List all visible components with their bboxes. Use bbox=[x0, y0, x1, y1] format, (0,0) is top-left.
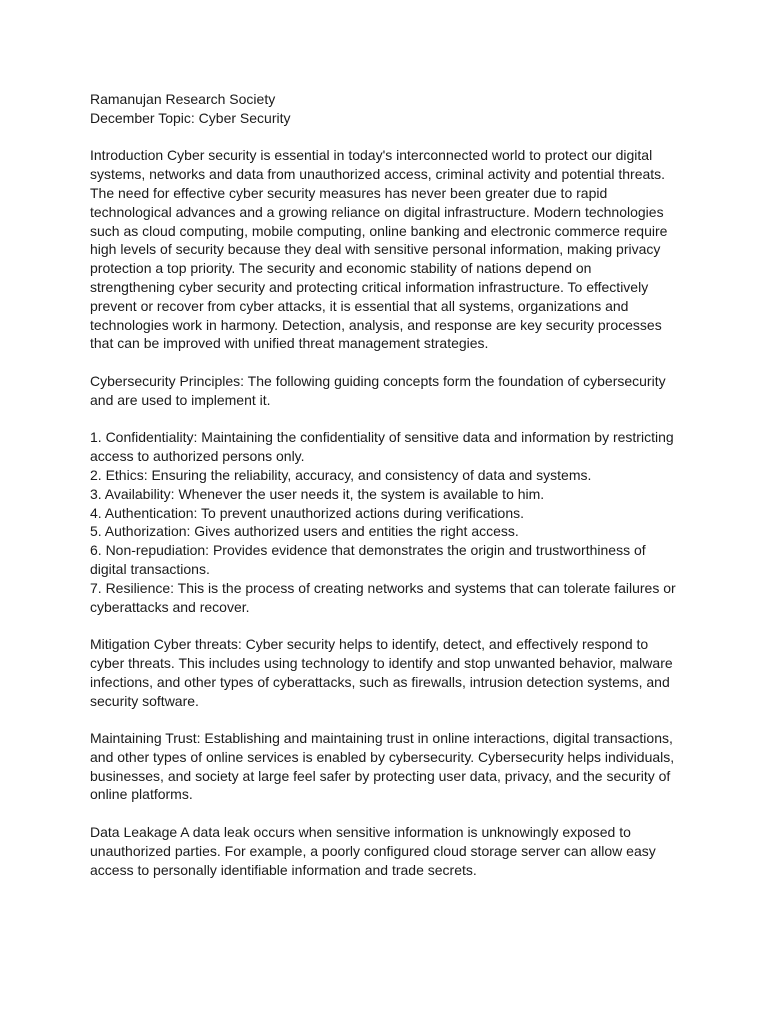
spacer bbox=[90, 410, 680, 429]
document-topic: December Topic: Cyber Security bbox=[90, 109, 291, 126]
principle-item: 3. Availability: Whenever the user needs it, the system is available to him. bbox=[90, 485, 545, 502]
data-leakage-paragraph: Data Leakage A data leak occurs when sensitive information is unknowingly exposed to unauthorized parties. For example, a poorly configured cloud storage server can allow easy access to personally identifiable information and trade secrets. bbox=[90, 824, 656, 878]
principle-item: 5. Authorization: Gives authorized users and entities the right access. bbox=[90, 523, 519, 540]
spacer bbox=[90, 804, 680, 823]
principle-item: 1. Confidentiality: Maintaining the confidentiality of sensitive data and information by restricting access to authorized persons only. bbox=[90, 429, 674, 465]
introduction-paragraph: Introduction Cyber security is essential in today's interconnected world to protect our digital systems, networks and data from unauthorized access, criminal activity and potential threats. The need for effective cyber security measures has never been greater due to rapid technological advances and a growing reliance on digital infrastructure. Modern technologies such as cloud computing, mobile computing, online banking and electronic commerce require high levels of security because they deal with sensitive personal information, making privacy protection a top priority. The security and economic stability of nations depend on strengthening cyber security and protecting critical information infrastructure. To effectively prevent or recover from cyber attacks, it is essential that all systems, organizations and technologies work in harmony. Detection, analysis, and response are key security processes that can be improved with unified threat management strategies. bbox=[90, 147, 668, 352]
document-page bbox=[90, 90, 680, 879]
society-name: Ramanujan Research Society bbox=[90, 91, 276, 107]
trust-paragraph: Maintaining Trust: Establishing and maintaining trust in online interactions, digital transactions, and other types of online services is enabled by cybersecurity. Cybersecurity helps individuals, businesses, and society at large feel safer by protecting user data, privacy, and the security of online platforms. bbox=[90, 730, 675, 803]
principles-list bbox=[90, 428, 680, 616]
principle-item: 6. Non-repudiation: Provides evidence that demonstrates the origin and trustworthiness of digital transactions. bbox=[90, 542, 646, 577]
principle-item: 4. Authentication: To prevent unauthorized actions during verifications. bbox=[90, 504, 525, 521]
spacer bbox=[90, 616, 680, 635]
principle-item: 7. Resilience: This is the process of creating networks and systems that can tolerate failures or cyberattacks and recover. bbox=[90, 579, 676, 615]
principle-item: 2. Ethics: Ensuring the reliability, accuracy, and consistency of data and systems. bbox=[90, 466, 592, 483]
mitigation-paragraph: Mitigation Cyber threats: Cyber security helps to identify, detect, and effectively respond to cyber threats. This includes using technology to identify and stop unwanted behavior, malware infections, and other types of cyberattacks, such as firewalls, intrusion detection systems, and security software. bbox=[90, 636, 673, 709]
principles-intro-paragraph: Cybersecurity Principles: The following guiding concepts form the foundation of cybersecurity and are used to implement it. bbox=[90, 372, 666, 408]
spacer bbox=[90, 128, 680, 147]
spacer bbox=[90, 710, 680, 729]
spacer bbox=[90, 353, 680, 372]
